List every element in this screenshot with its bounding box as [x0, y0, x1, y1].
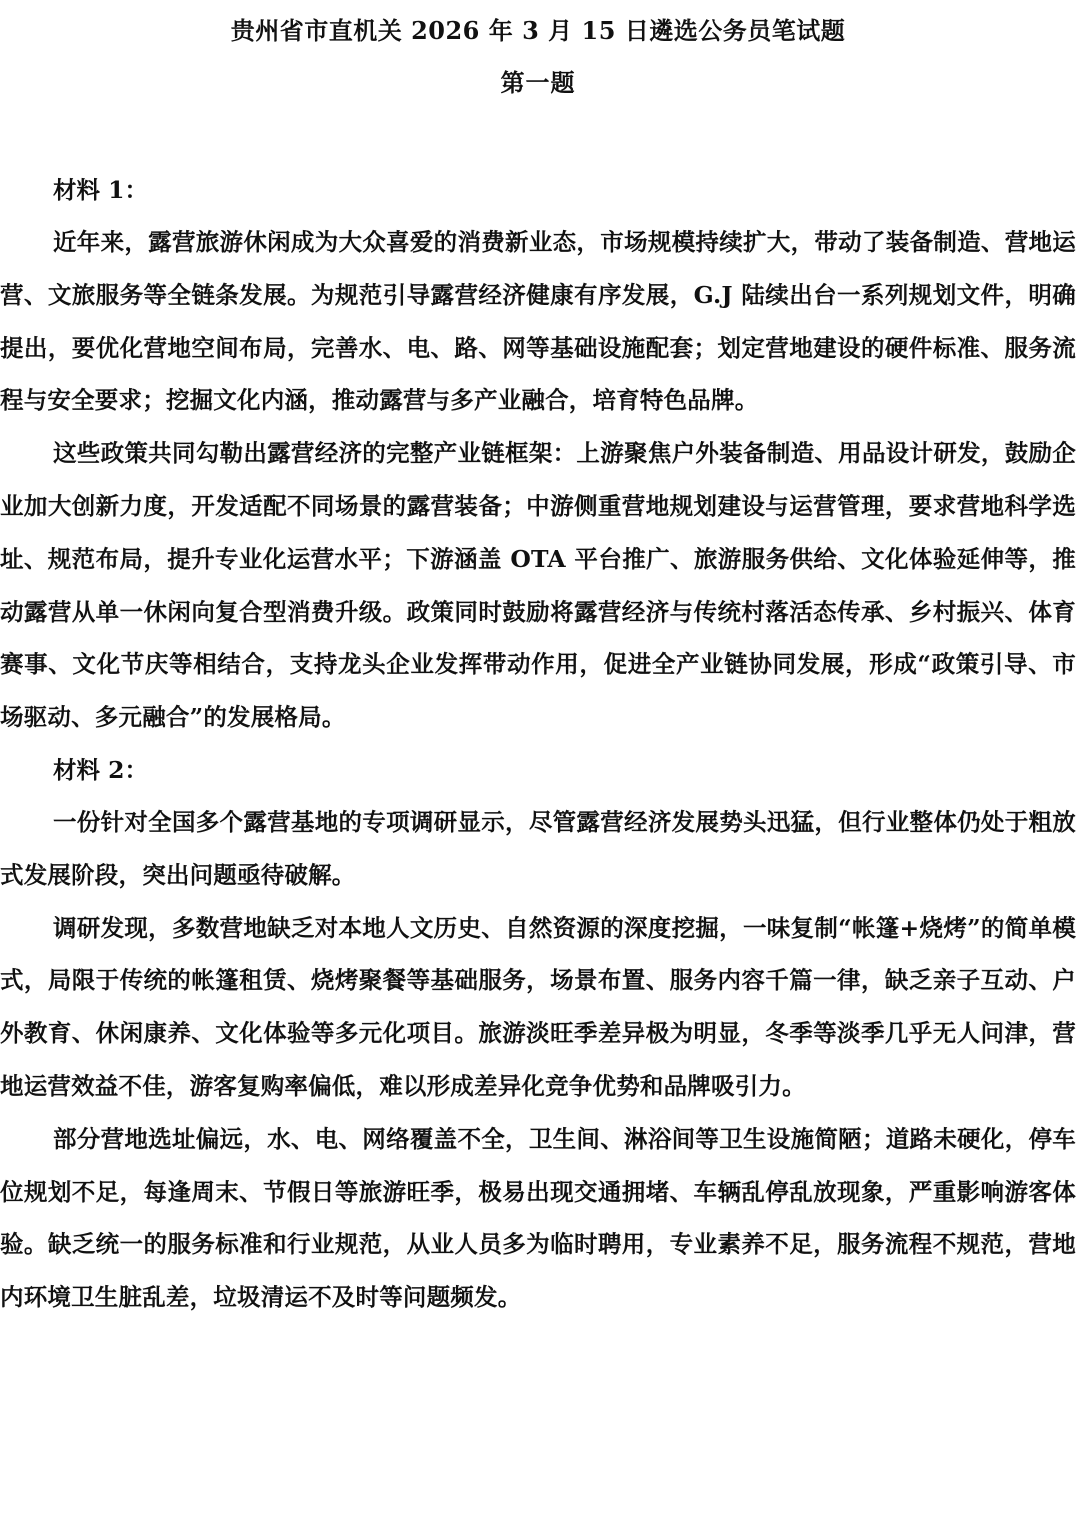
material-2-paragraph-1: 一份针对全国多个露营基地的专项调研显示，尽管露营经济发展势头迅猛，但行业整体仍处于粗放式发展阶段，突出问题亟待破解。	[0, 807, 1076, 889]
material-1-paragraph-2: 这些政策共同勾勒出露营经济的完整产业链框架：上游聚焦户外装备制造、用品设计研发，鼓励企业加大创新力度，开发适配不同场景的露营装备；中游侧重营地规划建设与运营管理，要求营地科学选址、规范布局，提升专业化运营水平；下游涵盖 OTA 平台推广、旅游服务供给、文化体验延伸等，推动露营从单一休闲向复合型消费升级。政策同时鼓励将露营经济与传统村落活态传承、乡村振兴、体育赛事、文化节庆等相结合，支持龙头企业发挥带动作用，促进全产业链协同发展，形成“政策引导、市场驱动、多元融合”的发展格局。	[0, 439, 1076, 732]
material-2-label: 材料 2：	[53, 755, 149, 784]
material-1-paragraph-1: 近年来，露营旅游休闲成为大众喜爱的消费新业态，市场规模持续扩大，带动了装备制造、营地运营、文旅服务等全链条发展。为规范引导露营经济健康有序发展，G.J 陆续出台一系列规划文件，明确提出，要优化营地空间布局，完善水、电、路、网等基础设施配套；划定营地建设的硬件标准、服务流程与安全要求；挖掘文化内涵，推动露营与多产业融合，培育特色品牌。	[0, 228, 1076, 415]
document-title: 贵州省市直机关 2026 年 3 月 15 日遴选公务员笔试题	[230, 16, 846, 45]
material-2-paragraph-3: 部分营地选址偏远，水、电、网络覆盖不全，卫生间、淋浴间等卫生设施简陋；道路未硬化，停车位规划不足，每逢周末、节假日等旅游旺季，极易出现交通拥堵、车辆乱停乱放现象，严重影响游客体验。缺乏统一的服务标准和行业规范，从业人员多为临时聘用，专业素养不足，服务流程不规范，营地内环境卫生脏乱差，垃圾清运不及时等问题频发。	[0, 1124, 1076, 1312]
material-2-paragraph-2: 调研发现，多数营地缺乏对本地人文历史、自然资源的深度挖掘，一味复制“帐篷+烧烤”的简单模式，局限于传统的帐篷租赁、烧烤聚餐等基础服务，场景布置、服务内容千篇一律，缺乏亲子互动、户外教育、休闲康养、文化体验等多元化项目。旅游淡旺季差异极为明显，冬季等淡季几乎无人问津，营地运营效益不佳，游客复购率偏低，难以形成差异化竞争优势和品牌吸引力。	[0, 913, 1076, 1100]
question-heading: 第一题	[500, 68, 576, 97]
material-1-label: 材料 1：	[53, 176, 149, 204]
